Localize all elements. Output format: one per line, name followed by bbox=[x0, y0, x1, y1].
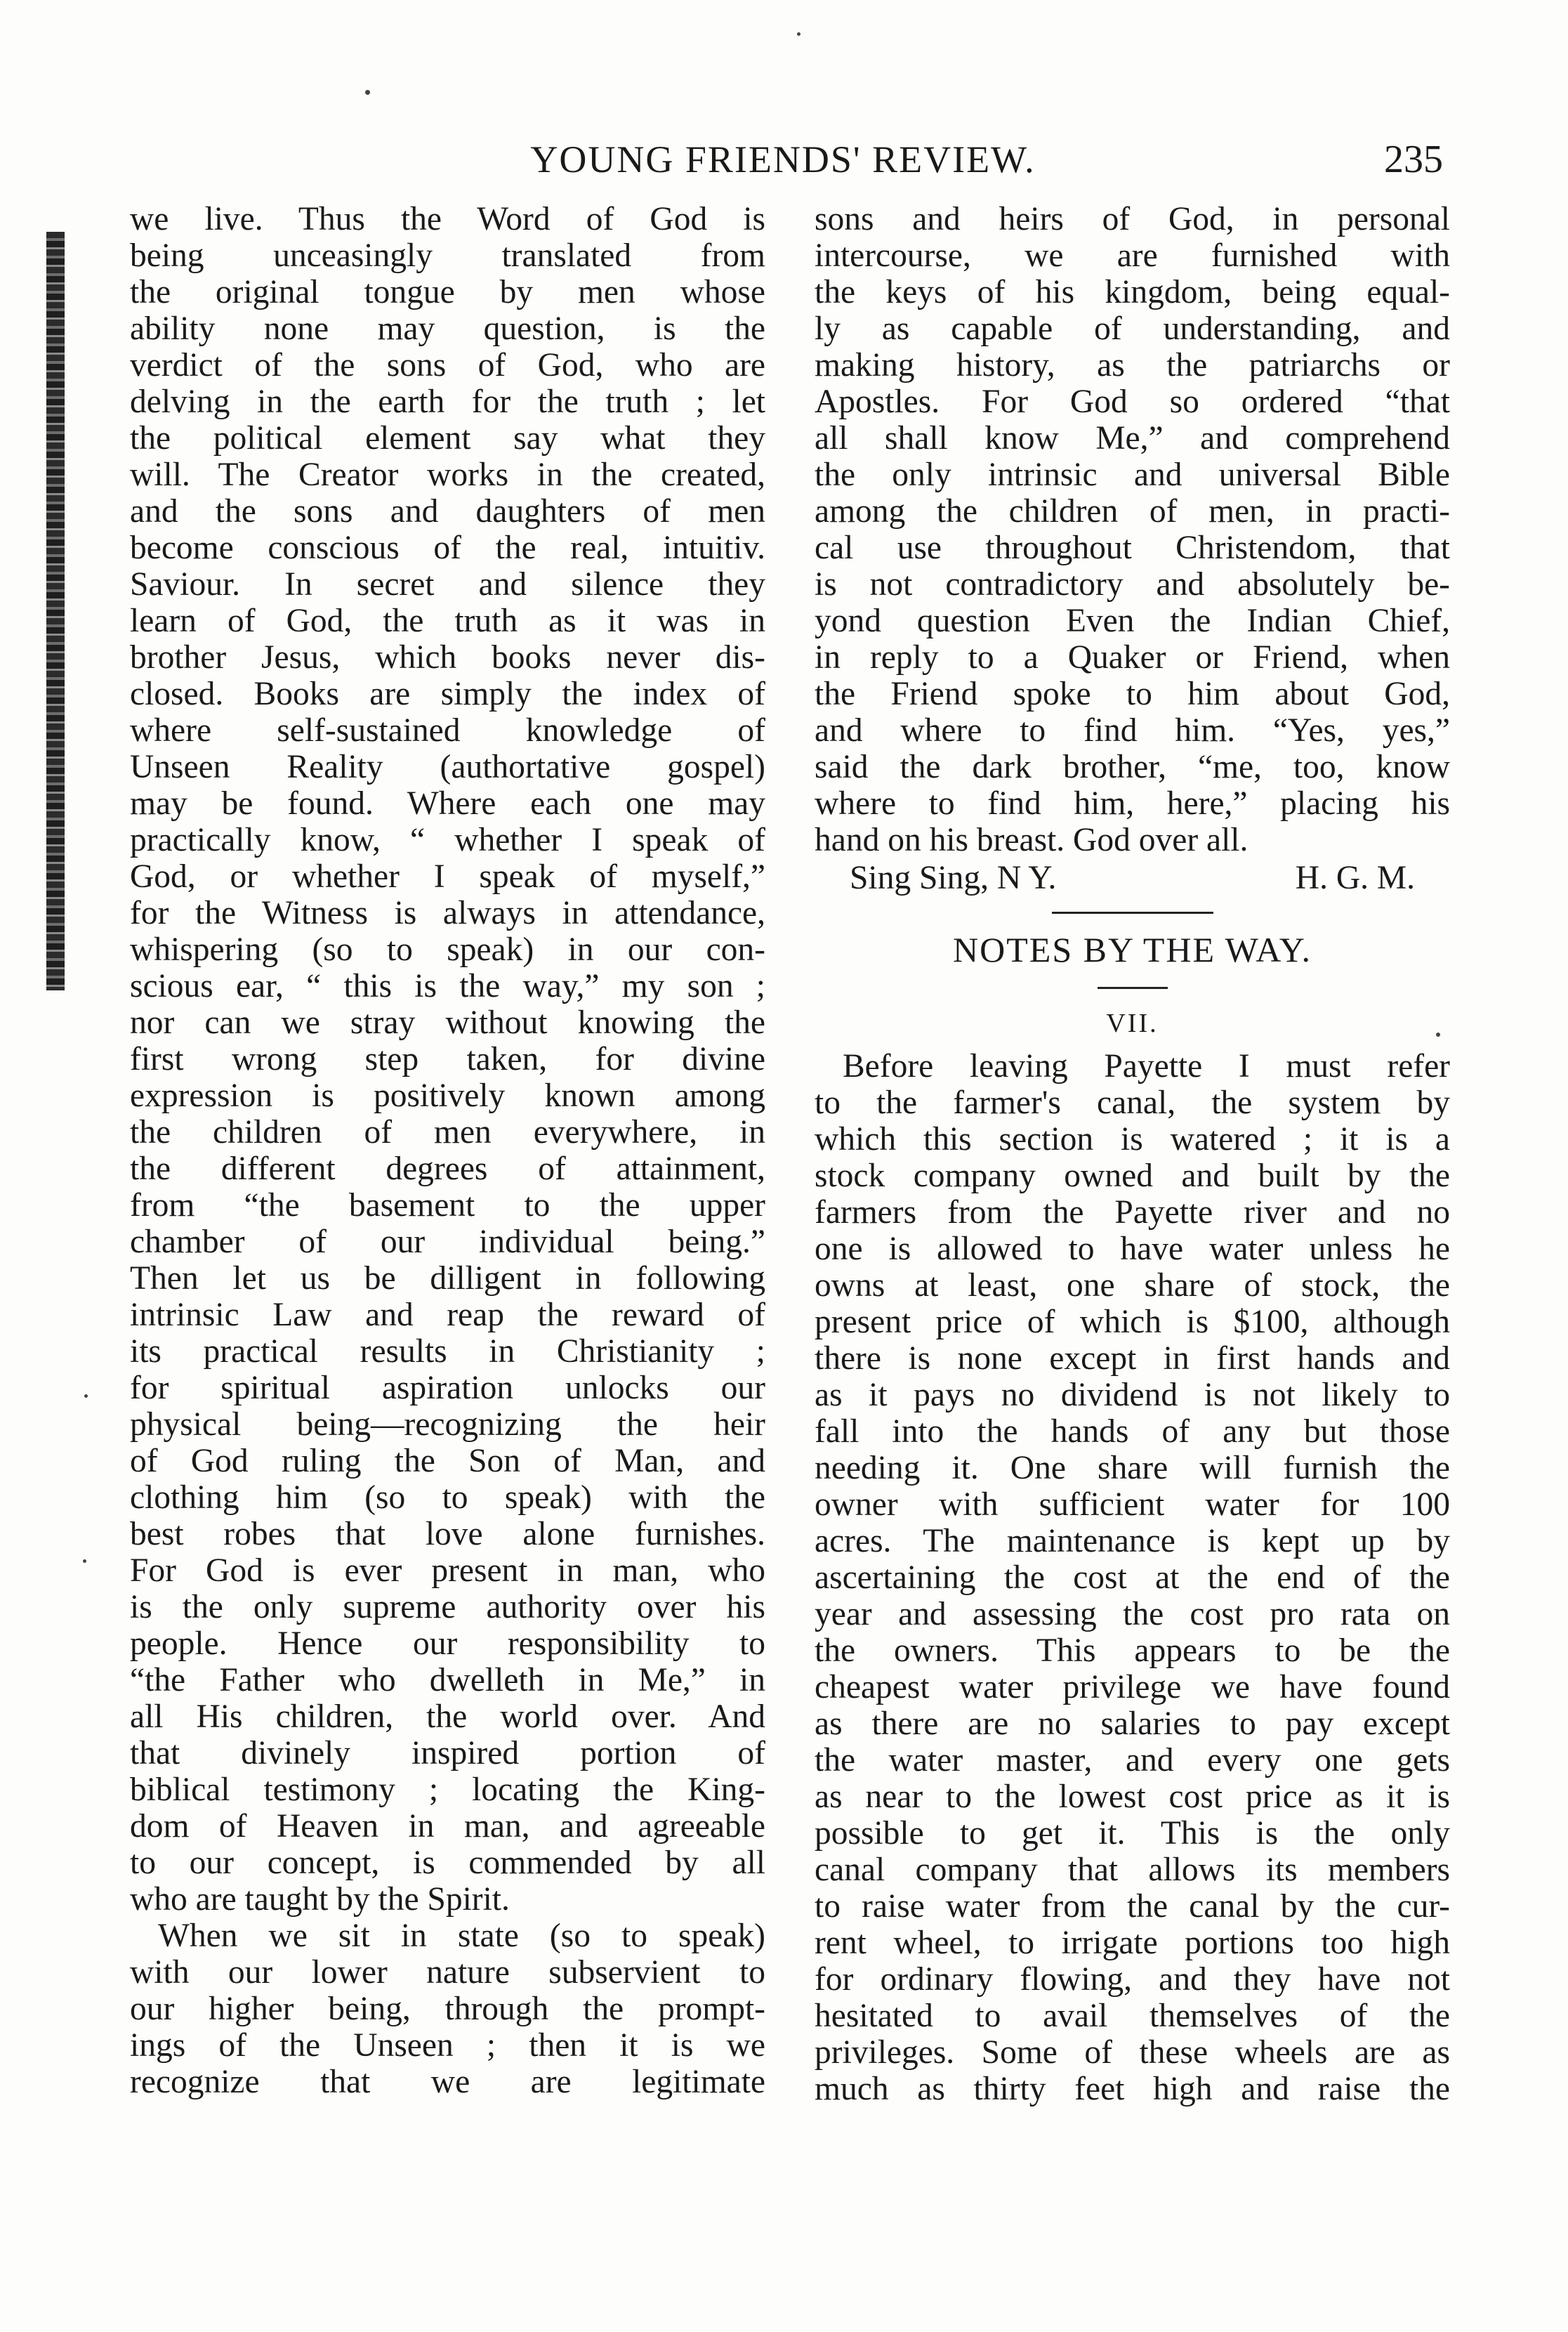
text-line: as near to the lowest cost price as it is bbox=[815, 1779, 1450, 1815]
text-line: needing it. One share will furnish the bbox=[815, 1450, 1450, 1486]
text-line: for the Witness is always in attendance, bbox=[130, 895, 765, 931]
text-line: delving in the earth for the truth ; let bbox=[130, 384, 765, 420]
text-line: clothing him (so to speak) with the bbox=[130, 1479, 765, 1516]
text-line: yond question Even the Indian Chief, bbox=[815, 603, 1450, 639]
text-line: for ordinary flowing, and they have not bbox=[815, 1961, 1450, 1998]
text-line: Then let us be dilligent in following bbox=[130, 1260, 765, 1297]
text-line: hesitated to avail themselves of the bbox=[815, 1998, 1450, 2034]
text-line: that divinely inspired portion of bbox=[130, 1735, 765, 1771]
text-line: Saviour. In secret and silence they bbox=[130, 566, 765, 603]
running-title: YOUNG FRIENDS' REVIEW. bbox=[530, 138, 1036, 181]
text-line: to our concept, is commended by all bbox=[130, 1845, 765, 1881]
text-line: Apostles. For God so ordered “that bbox=[815, 384, 1450, 420]
text-line: in reply to a Quaker or Friend, when bbox=[815, 639, 1450, 676]
text-line: where to find him, here,” placing his bbox=[815, 785, 1450, 822]
text-line: canal company that allows its members bbox=[815, 1852, 1450, 1888]
text-line: is not contradictory and absolutely be- bbox=[815, 566, 1450, 603]
right-column bbox=[815, 201, 1450, 2107]
page-header bbox=[123, 135, 1443, 184]
text-line: ings of the Unseen ; then it is we bbox=[130, 2027, 765, 2064]
text-line: for spiritual aspiration unlocks our bbox=[130, 1370, 765, 1406]
text-line: who are taught by the Spirit. bbox=[130, 1881, 510, 1918]
signature-initials: H. G. M. bbox=[1295, 860, 1415, 896]
text-line: one is allowed to have water unless he bbox=[815, 1231, 1450, 1267]
text-line: farmers from the Payette river and no bbox=[815, 1194, 1450, 1231]
text-line: will. The Creator works in the created, bbox=[130, 457, 765, 493]
text-line: ascertaining the cost at the end of the bbox=[815, 1559, 1450, 1596]
text-line: all His children, the world over. And bbox=[130, 1698, 765, 1735]
scan-speck bbox=[83, 1559, 86, 1563]
text-line: intrinsic Law and reap the reward of bbox=[130, 1297, 765, 1333]
text-line: among the children of men, in practi- bbox=[815, 493, 1450, 530]
text-line: God, or whether I speak of myself,” bbox=[130, 858, 765, 895]
text-line: When we sit in state (so to speak) bbox=[158, 1918, 765, 1954]
text-line: cal use throughout Christendom, that bbox=[815, 530, 1450, 566]
text-line: cheapest water privilege we have found bbox=[815, 1669, 1450, 1705]
text-line: practically know, “ whether I speak of bbox=[130, 822, 765, 858]
text-line: there is none except in first hands and bbox=[815, 1340, 1450, 1377]
text-line: the Friend spoke to him about God, bbox=[815, 676, 1450, 712]
text-line: verdict of the sons of God, who are bbox=[130, 347, 765, 384]
text-line: of God ruling the Son of Man, and bbox=[130, 1443, 765, 1479]
text-line: all shall know Me,” and comprehend bbox=[815, 420, 1450, 457]
signature-line bbox=[815, 858, 1450, 898]
text-line: as there are no salaries to pay except bbox=[815, 1705, 1450, 1742]
text-line: hand on his breast. God over all. bbox=[815, 822, 1249, 858]
text-line: the original tongue by men whose bbox=[130, 274, 765, 310]
text-line: rent wheel, to irrigate portions too high bbox=[815, 1925, 1450, 1961]
text-line: our higher being, through the prompt- bbox=[130, 1991, 765, 2027]
left-column bbox=[130, 201, 765, 2100]
text-line: as it pays no dividend is not likely to bbox=[815, 1377, 1450, 1413]
text-line: which this section is watered ; it is a bbox=[815, 1121, 1450, 1158]
text-line: best robes that love alone furnishes. bbox=[130, 1516, 765, 1552]
text-line: Before leaving Payette I must refer bbox=[843, 1048, 1450, 1085]
text-line: and where to find him. “Yes, yes,” bbox=[815, 712, 1450, 749]
paragraph bbox=[815, 1048, 1450, 2107]
text-line: sons and heirs of God, in personal bbox=[815, 201, 1450, 237]
paragraph bbox=[815, 201, 1450, 858]
section-title: NOTES BY THE WAY. bbox=[953, 930, 1312, 969]
text-line: intercourse, we are furnished with bbox=[815, 237, 1450, 274]
text-line: the owners. This appears to be the bbox=[815, 1632, 1450, 1669]
title-underline bbox=[1098, 987, 1168, 989]
text-line: expression is positively known among bbox=[130, 1077, 765, 1114]
text-line: its practical results in Christianity ; bbox=[130, 1333, 765, 1370]
paragraph bbox=[130, 201, 765, 1918]
text-line: ly as capable of understanding, and bbox=[815, 310, 1450, 347]
text-line: ability none may question, is the bbox=[130, 310, 765, 347]
text-line: where self-sustained knowledge of bbox=[130, 712, 765, 749]
text-line: making history, as the patriarchs or bbox=[815, 347, 1450, 384]
text-line: first wrong step taken, for divine bbox=[130, 1041, 765, 1077]
text-line: brother Jesus, which books never dis- bbox=[130, 639, 765, 676]
text-line: people. Hence our responsibility to bbox=[130, 1625, 765, 1662]
text-line: the water master, and every one gets bbox=[815, 1742, 1450, 1779]
page-number: 235 bbox=[1384, 138, 1443, 181]
text-line: dom of Heaven in man, and agreeable bbox=[130, 1808, 765, 1845]
section-number: VII. bbox=[1106, 1009, 1159, 1038]
text-line: For God is ever present in man, who bbox=[130, 1552, 765, 1589]
text-line: become conscious of the real, intuitiv. bbox=[130, 530, 765, 566]
text-line: the only intrinsic and universal Bible bbox=[815, 457, 1450, 493]
text-line: biblical testimony ; locating the King- bbox=[130, 1771, 765, 1808]
text-line: the children of men everywhere, in bbox=[130, 1114, 765, 1151]
text-line: with our lower nature subservient to bbox=[130, 1954, 765, 1991]
text-line: may be found. Where each one may bbox=[130, 785, 765, 822]
text-line: stock company owned and built by the bbox=[815, 1158, 1450, 1194]
text-line: owner with sufficient water for 100 bbox=[815, 1486, 1450, 1523]
text-line: said the dark brother, “me, too, know bbox=[815, 749, 1450, 785]
text-line: chamber of our individual being.” bbox=[130, 1224, 765, 1260]
text-line: from “the basement to the upper bbox=[130, 1187, 765, 1224]
scan-speck bbox=[797, 32, 801, 36]
text-line: to the farmer's canal, the system by bbox=[815, 1085, 1450, 1121]
text-line: present price of which is $100, although bbox=[815, 1304, 1450, 1340]
text-line: possible to get it. This is the only bbox=[815, 1815, 1450, 1852]
text-line: recognize that we are legitimate bbox=[130, 2064, 765, 2100]
text-line: nor can we stray without knowing the bbox=[130, 1004, 765, 1041]
scan-speck bbox=[84, 1394, 88, 1398]
text-line: the keys of his kingdom, being equal- bbox=[815, 274, 1450, 310]
paragraph bbox=[130, 1918, 765, 2100]
scan-speck bbox=[365, 90, 370, 95]
text-line: Unseen Reality (authortative gospel) bbox=[130, 749, 765, 785]
text-line: owns at least, one share of stock, the bbox=[815, 1267, 1450, 1304]
text-line: closed. Books are simply the index of bbox=[130, 676, 765, 712]
text-line: acres. The maintenance is kept up by bbox=[815, 1523, 1450, 1559]
text-line: is the only supreme authority over his bbox=[130, 1589, 765, 1625]
text-line: much as thirty feet high and raise the bbox=[815, 2071, 1450, 2107]
scan-margin-bar bbox=[46, 232, 65, 990]
text-line: scious ear, “ this is the way,” my son ; bbox=[130, 968, 765, 1004]
signature-place: Sing Sing, N Y. bbox=[850, 860, 1057, 896]
text-line: whispering (so to speak) in our con- bbox=[130, 931, 765, 968]
text-line: privileges. Some of these wheels are as bbox=[815, 2034, 1450, 2071]
text-line: being unceasingly translated from bbox=[130, 237, 765, 274]
text-line: fall into the hands of any but those bbox=[815, 1413, 1450, 1450]
text-line: we live. Thus the Word of God is bbox=[130, 201, 765, 237]
text-line: year and assessing the cost pro rata on bbox=[815, 1596, 1450, 1632]
text-line: the different degrees of attainment, bbox=[130, 1151, 765, 1187]
section-divider bbox=[1052, 912, 1213, 914]
text-line: to raise water from the canal by the cur- bbox=[815, 1888, 1450, 1925]
text-line: the political element say what they bbox=[130, 420, 765, 457]
text-line: physical being—recognizing the heir bbox=[130, 1406, 765, 1443]
text-line: “the Father who dwelleth in Me,” in bbox=[130, 1662, 765, 1698]
text-line: and the sons and daughters of men bbox=[130, 493, 765, 530]
text-line: learn of God, the truth as it was in bbox=[130, 603, 765, 639]
